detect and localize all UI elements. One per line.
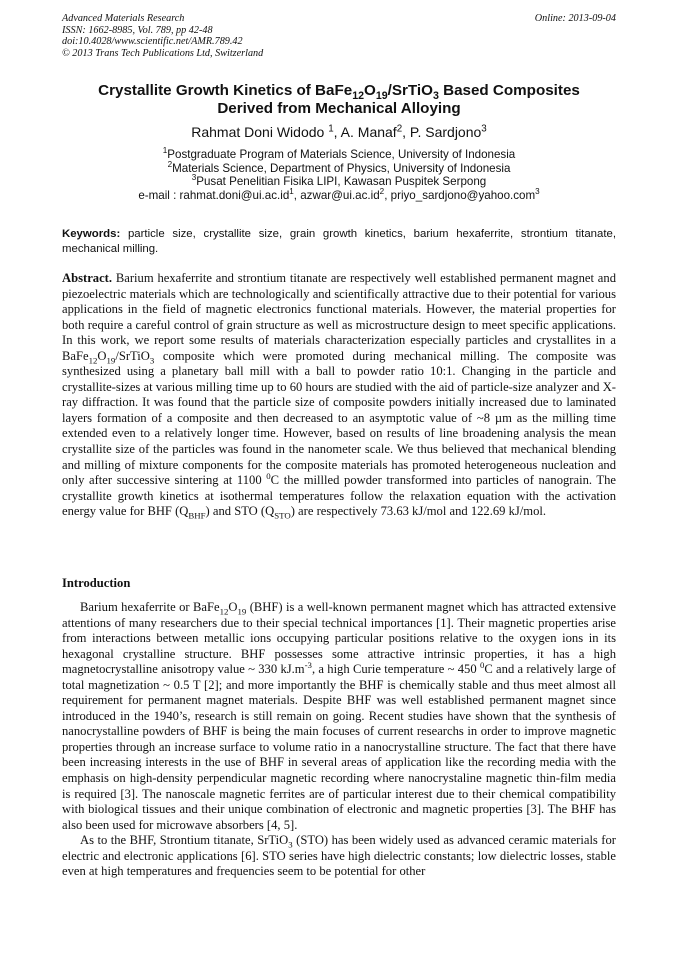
- abstract: Abstract. Barium hexaferrite and strontium titanate are respectively well established permanent magnet and piezoelectric materials which are technologically and scientifically attractive due to their potential for various applications in the field of magnetic electronics functional materials. However, the material properties for both require a careful control of grain structure as well as microstructure design to meet specific applications. In this work, we report some results of materials characterization especially particles and crystallites in a $BaFe_{12}O_{19}/SrTiO_3$ composite which were promoted during mechanical milling. The composite was synthesized using a planetary ball mill with a ball to powder ratio 10:1. Changing in the particle and crystallite-sizes at various milling time up to 60 hours are studied with the aid of particle-size analyzer and X-ray diffraction. It was found that the particle size of composite powders initially increased due to laminated layers formation of a composite and then decreased to an asymptotic value of ~8 µm as the milling time extended even to a relatively longer time. However, based on results of line broadening analysis the mean crystallite size of the particles was found in the nanometer scale. We thus believed that mechanical blending and milling of mixture components for the composite materials has promoted heterogeneous nucleation and only after successive sintering at 1100 $^0$C the millled powder transformed into particles of nanograin. The crystallite growth kinetics at isothermal temperatures follow the relaxation equation with the activation energy value for BHF $(Q_{BHF})$ and STO $(Q_{STO})$ are respectively 73.63 kJ/mol and 122.69 kJ/mol.: [62, 271, 616, 521]
- intro-paragraph-1: Barium hexaferrite or $BaFe_{12}O_{19}$ (BHF) is a well-known permanent magnet which has attracted extensive attentions of many researchers due to their special technical importances [1]. Their magnetic properties arise from interactions between metallic ions occupying particular positions relative to the oxygen ions in its hexagonal crystalline structure. BHF possesses some attractive intrinsic properties, it has a high magnetocrystalline anisotropy value ~ 330 $kJ.m^{-3}$, a high Curie temperature ~ 450 $^0$C and a relatively large of total magnetization ~ 0.5 T [2]; and more importantly the BHF is chemically stable and thus meet almost all requirement for permanent magnet materials. Despite BHF was well established permanent magnet since introduced in the 1940’s, research is still remain on going. Recent studies have shown that the synthesis of nanocrystalline powders of BHF is being the main focuses of current researchs in order to improve magnetic properties through an increase surface to volume ratio in a nanocrystalline structure. The fact that there have been increasing interests in the use of BHF in several areas of application like the recording media with the emphasis on high-density perpendicular magnetic recording where nanocrystaline magnetic thin-film media is required [3]. The nanoscale magnetic ferrites are of particular interest due to their chemical compatibility with biological tissues and their unique combination of electronic and magnetic properties [3]. The BHF has also been used for microwave absorbers [4, 5].: [62, 600, 616, 832]
- email-line: e-mail : $rahmat.doni@ui.ac.id^1$, $azwar@ui.ac.id^2$, priyo_sardjono@yahoo.com$^3$: [138, 186, 540, 202]
- copyright-line: © 2013 Trans Tech Publications Ltd, Switzerland: [62, 47, 264, 59]
- keywords-label: Keywords:: [62, 228, 121, 240]
- abstract-label: Abstract.: [62, 271, 113, 285]
- keywords: [62, 227, 616, 257]
- title-line-2: Derived from Mechanical Alloying: [217, 100, 461, 117]
- section-heading-introduction: Introduction: [62, 576, 131, 590]
- online-date: Online: 2013-09-04: [534, 13, 616, 24]
- introduction-body: [62, 600, 616, 880]
- doi-line: doi:10.4028/www.scientific.net/AMR.789.42: [62, 36, 243, 48]
- affiliation-2: $^2$Materials Science, Department of Physics, University of Indonesia: [167, 159, 511, 175]
- affiliation-1: $^1$Postgraduate Program of Materials Science, University of Indonesia: [162, 146, 516, 161]
- journal-name: Advanced Materials Research: [62, 13, 185, 24]
- title-line-1: Crystallite Growth Kinetics of $BaFe_{12}O_{19}/SrTiO_3$ Based Composites: [98, 82, 580, 103]
- issn-line: ISSN: 1662-8985, Vol. 789, pp 42-48: [62, 24, 213, 36]
- affiliation-3: $^3$Pusat Penelitian Fisika LIPI, Kawasan Puspitek Serpong: [191, 173, 487, 189]
- journal-header: [62, 13, 616, 59]
- intro-paragraph-2: As to the BHF, Strontium titanate, SrTiO$_3$ (STO) has been widely used as advanced ceramic materials for electric and electronic applications [6]. STO series have high dielectric constants; low dielectric losses, stable even at high temperatures and frequencies seem to be potential for other: [62, 833, 616, 879]
- affiliations: [62, 148, 616, 202]
- paper-title: [62, 82, 616, 118]
- author-list: Rahmat Doni Widodo $^1$, A. Manaf$^2$, P. Sardjono$^3$: [191, 123, 487, 140]
- keywords-text: particle size, crystallite size, grain growth kinetics, barium hexaferrite, strontium titanate, mechanical milling.: [62, 228, 616, 255]
